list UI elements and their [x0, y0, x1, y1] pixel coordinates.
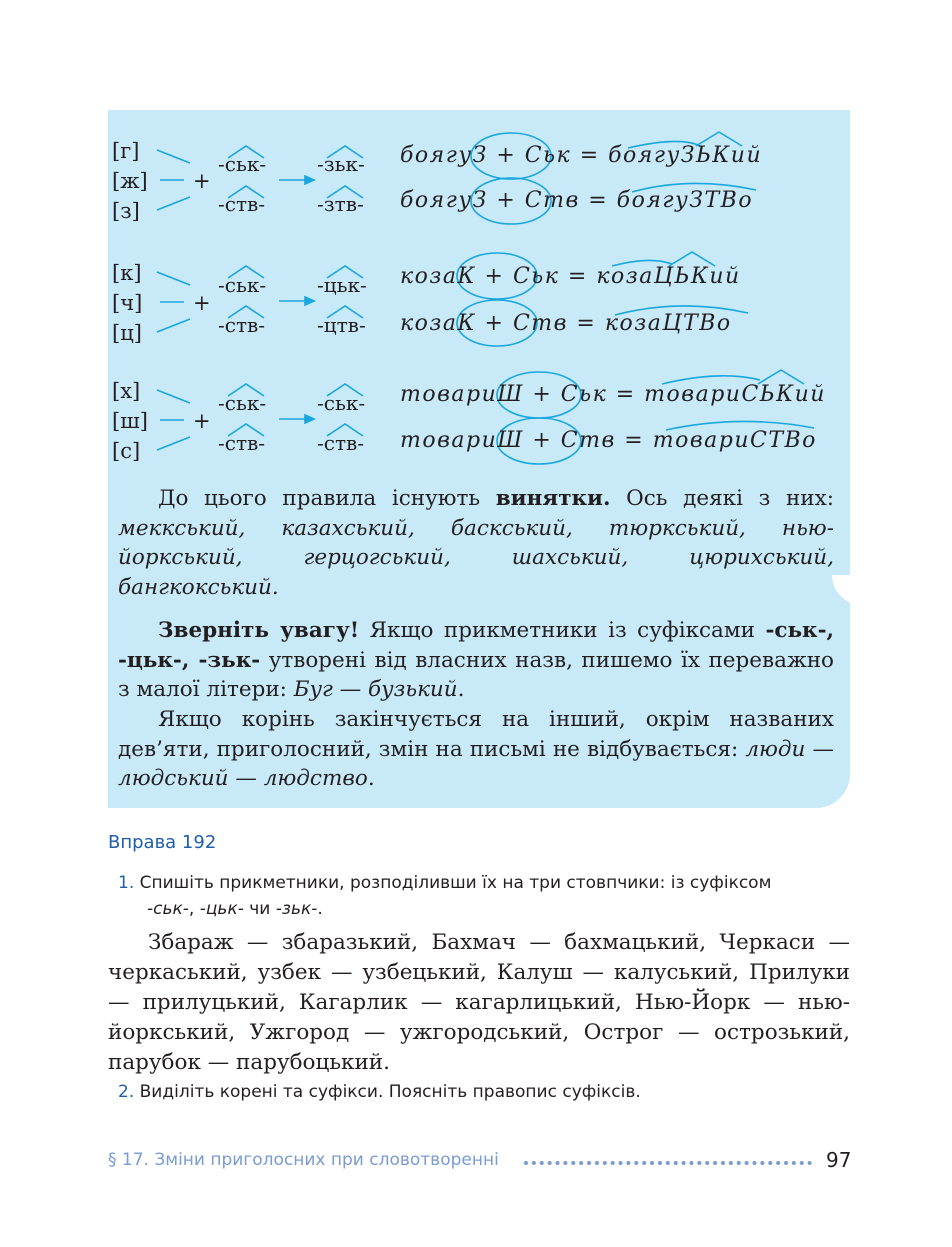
suffix-out: -цьк- — [317, 273, 367, 297]
sound-letter: [к] — [112, 261, 142, 285]
sound-letter: [ч] — [112, 291, 143, 315]
formula: товариШ + Ств = товариСТВо — [400, 428, 817, 453]
footer-dots — [524, 1161, 812, 1165]
task-1: 1. Спишіть прикметники, розподіливши їх на три стовпчики: із суфіксом -ськ-, -цьк- чи -зьк-. — [118, 873, 772, 919]
formula: товариШ + Ськ = товариСЬКий — [400, 382, 826, 407]
suffix-in: -ськ- — [218, 391, 267, 415]
plus-sign: + — [193, 291, 211, 315]
task-text: Спишіть прикметники, розподіливши їх на три стовпчики: із суфіксом — [139, 873, 772, 893]
task-number: 1. — [118, 873, 135, 893]
formula: боягуЗ + Ськ = боягуЗЬКий — [400, 143, 763, 168]
footer-section-title: § 17. Зміни приголосних при словотворенні — [108, 1150, 499, 1170]
attention-paragraph: Зверніть увагу! Якщо прикметники із суфіксами -ськ-, -цьк-, -зьк- утворені від власних назв, пишемо їх переважно з малої літери: Буг — бузький. — [118, 618, 834, 702]
sound-letter: [х] — [112, 379, 141, 403]
suffix-in: -ств- — [218, 313, 266, 337]
sound-letter: [ц] — [112, 321, 142, 345]
suffix-out: -цтв- — [317, 313, 366, 337]
exercise-words: Збараж — збаразький, Бахмач — бахмацький, Черкаси — черкаський, узбек — узбецький, Калуш — калуський, Прилуки — прилуцький, Кагарлик — кагарлицький, Нью-Йорк — нью-йоркський, Ужгород — ужгородський, Острог — острозький, парубок — парубоцький. — [108, 930, 850, 1075]
sound-letter: [ш] — [112, 409, 148, 433]
formula: козаК + Ськ = козаЦЬКий — [400, 264, 741, 289]
suffix-out: -зьк- — [317, 152, 365, 176]
page-number: 97 — [826, 1148, 852, 1172]
task-text: Виділіть корені та суфікси. Поясніть правопис суфіксів. — [139, 1082, 641, 1102]
sound-letter: [ж] — [112, 169, 148, 193]
formula: козаК + Ств = козаЦТВо — [400, 311, 732, 336]
suffix-out: -зтв- — [317, 192, 364, 216]
task-number: 2. — [118, 1082, 135, 1102]
task-2 — [118, 1079, 858, 1105]
plus-sign: + — [193, 409, 211, 433]
formula: боягуЗ + Ств = боягуЗТВо — [400, 188, 754, 213]
suffix-in: -ськ- — [218, 152, 267, 176]
sound-letter: [з] — [112, 199, 140, 223]
suffix-in: -ств- — [218, 192, 266, 216]
suffix-out: -ськ- — [317, 391, 366, 415]
suffix-in: -ств- — [218, 431, 266, 455]
exercise-title: Вправа 192 — [108, 832, 217, 853]
exceptions-paragraph: До цього правила існують винятки. Ось деякі з них: меккський, казахський, баскський, тюркський, нью-йоркський, герцогський, шахський, цюрихський, бангкокський. — [118, 486, 834, 600]
suffix-out: -ств- — [317, 431, 365, 455]
suffix-in: -ськ- — [218, 273, 267, 297]
plus-sign: + — [193, 169, 211, 193]
sound-letter: [с] — [112, 439, 141, 463]
sound-letter: [г] — [112, 139, 140, 163]
other-consonant-paragraph: Якщо корінь закінчується на інший, окрім названих дев’яти, приголосний, змін на письмі не відбувається: люди — людський — людство. — [118, 707, 834, 791]
